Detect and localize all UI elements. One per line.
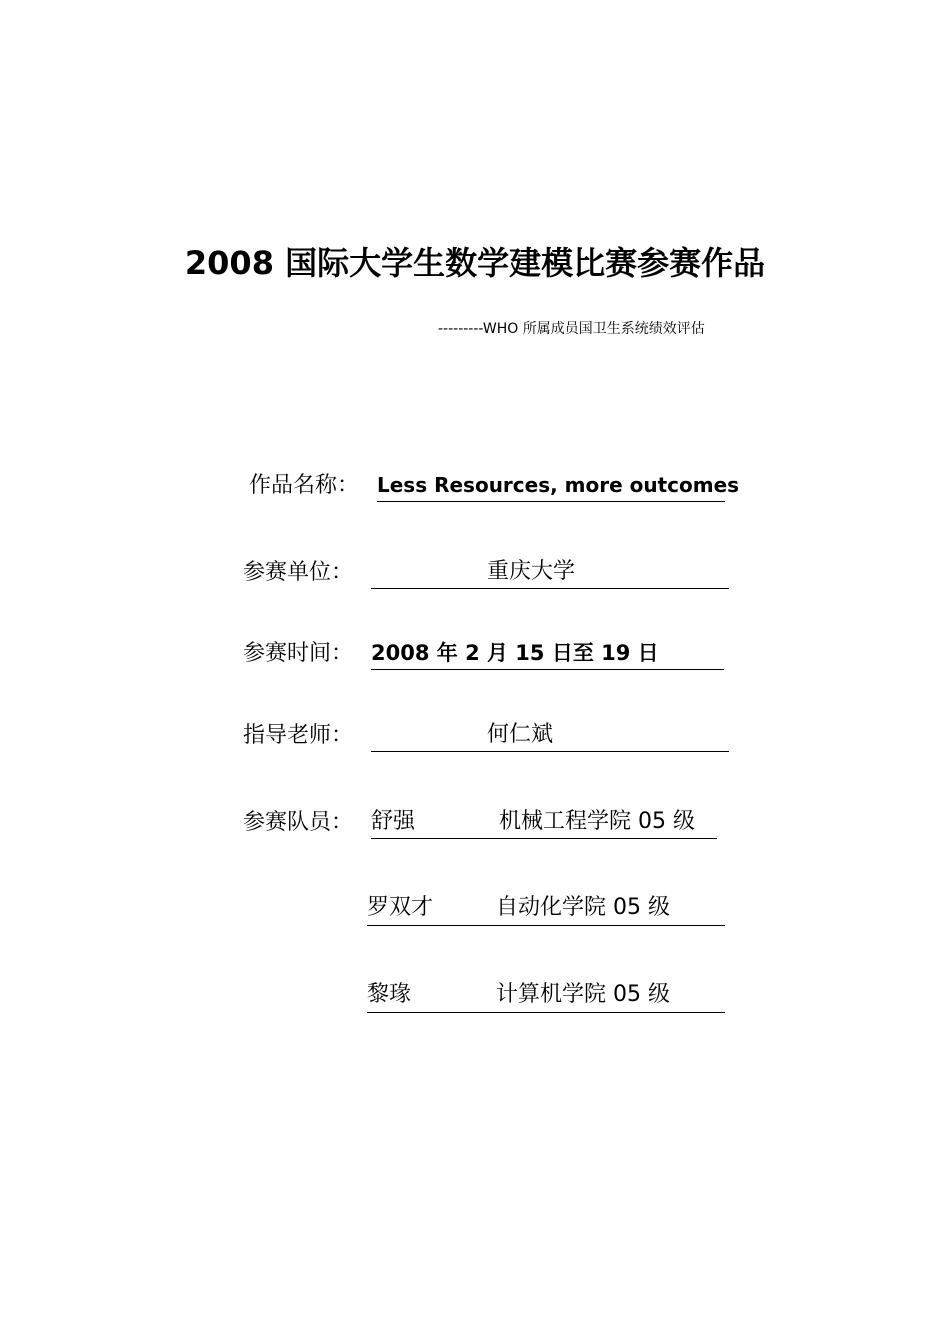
document-subtitle: ---------WHO 所属成员国卫生系统绩效评估 <box>438 321 705 337</box>
member-name: 罗双才 <box>367 895 434 920</box>
member-line <box>367 980 725 1013</box>
advisor-value-line <box>371 720 729 752</box>
work-name-value: Less Resources, more outcomes <box>377 470 725 502</box>
unit-label: 参赛单位： <box>243 560 354 585</box>
advisor-value: 何仁斌 <box>487 722 554 747</box>
unit-value: 重庆大学 <box>487 559 576 584</box>
time-value: 2008 年 2 月 15 日至 19 日 <box>371 638 724 670</box>
member-line <box>367 893 725 926</box>
member-college: 计算机学院 05 级 <box>496 982 670 1007</box>
member-line <box>371 807 717 839</box>
advisor-label: 指导老师： <box>243 723 354 748</box>
member-name: 舒强 <box>371 809 416 834</box>
member-name: 黎瑑 <box>367 982 412 1007</box>
members-label: 参赛队员： <box>243 810 354 835</box>
member-college: 自动化学院 05 级 <box>496 895 670 920</box>
member-college: 机械工程学院 05 级 <box>499 809 695 834</box>
work-name-label: 作品名称： <box>249 473 360 498</box>
document-title: 2008 国际大学生数学建模比赛参赛作品 <box>184 244 766 282</box>
unit-value-line <box>371 557 729 589</box>
time-label: 参赛时间： <box>243 641 354 666</box>
